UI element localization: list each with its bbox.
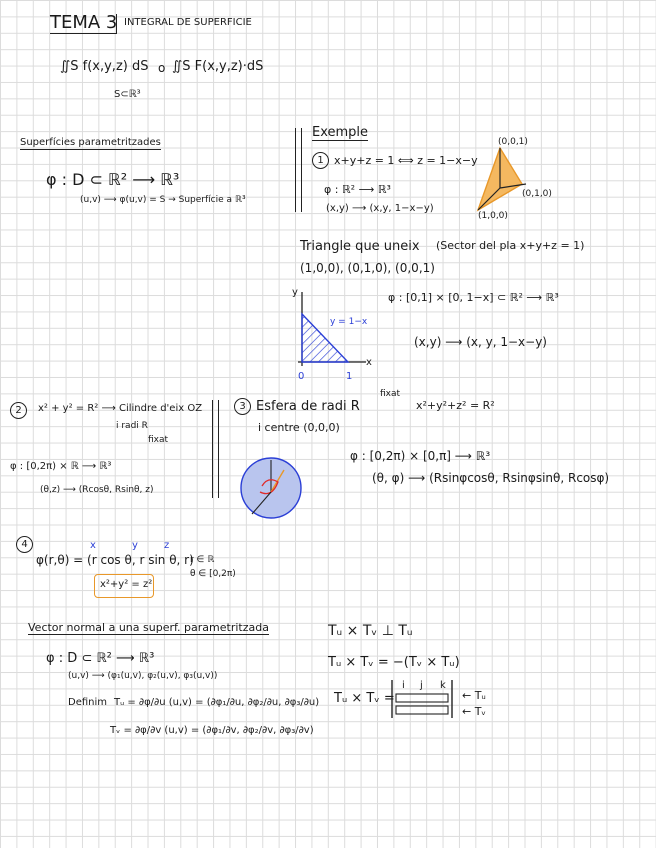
formula-scalar: ∬S f(x,y,z) dS — [60, 59, 149, 74]
sphere-figure — [238, 452, 308, 524]
divider-2a — [212, 400, 213, 498]
plot-line-label: y = 1−x — [330, 317, 368, 327]
cilindre-eq: x² + y² = R² ⟶ Cilindre d'eix OZ — [38, 403, 203, 414]
cilindre-fixat: fixat — [148, 435, 169, 445]
exemple-assign: (x,y) ⟶ (x,y, 1−x−y) — [326, 203, 434, 214]
item4-cond-r: r ∈ ℝ — [190, 555, 215, 565]
tri-point-right: (0,1,0) — [522, 189, 552, 199]
exemple-title: Exemple — [312, 125, 369, 140]
cilindre-assign: (θ,z) ⟶ (Rcosθ, Rsinθ, z) — [40, 485, 154, 495]
formula-or: o — [158, 61, 166, 75]
exemple-map: φ : ℝ² ⟶ ℝ³ — [324, 183, 391, 196]
tri-point-bottom: (1,0,0) — [478, 211, 508, 221]
cilindre-radi: i radi R — [116, 421, 148, 431]
divider-1b — [301, 128, 302, 212]
esfera-title: Esfera de radi R — [256, 399, 360, 414]
triangle-title: Triangle que uneix — [300, 239, 420, 254]
det-arrow-tv: ← Tᵥ — [462, 705, 487, 718]
esfera-centre: i centre (0,0,0) — [258, 421, 340, 434]
divider-2b — [218, 400, 219, 498]
item4-mark-z: z — [164, 540, 170, 551]
det-row-tu — [396, 694, 448, 702]
triangle-map: φ : [0,1] × [0, 1−x] ⊂ ℝ² ⟶ ℝ³ — [388, 291, 559, 304]
formula-subset: S⊂ℝ³ — [114, 89, 141, 100]
divider-1a — [295, 128, 296, 212]
normal-def-label: Definim — [68, 697, 108, 708]
esfera-assign: (θ, φ) ⟶ (Rsinφcosθ, Rsinφsinθ, Rcosφ) — [372, 471, 610, 485]
item4-cond-theta: θ ∈ [0,2π) — [190, 569, 236, 579]
item4-boxed-eq: x²+y² = z² — [100, 579, 153, 590]
page-title: INTEGRAL DE SUPERFICIE — [124, 17, 252, 28]
triangle-points: (1,0,0), (0,1,0), (0,0,1) — [300, 261, 435, 275]
esfera-fixat: fixat — [380, 389, 401, 399]
cross-det-lhs: Tᵤ × Tᵥ = — [334, 691, 395, 706]
det-i: i — [402, 680, 405, 691]
tri-point-top: (0,0,1) — [498, 137, 528, 147]
param-assign: (u,v) ⟶ φ(u,v) = S → Superfície a ℝ³ — [80, 195, 246, 205]
item4-mark-y: y — [132, 540, 138, 551]
item4-number: 4 — [16, 536, 33, 553]
exemple-number: 1 — [312, 152, 329, 169]
cilindre-number: 2 — [10, 402, 27, 419]
param-map: φ : D ⊂ ℝ² ⟶ ℝ³ — [46, 170, 180, 189]
esfera-eq: x²+y²+z² = R² — [416, 399, 495, 412]
esfera-map: φ : [0,2π) × [0,π] ⟶ ℝ³ — [350, 449, 491, 463]
normal-map: φ : D ⊂ ℝ² ⟶ ℝ³ — [46, 651, 155, 666]
cilindre-map: φ : [0,2π) × ℝ ⟶ ℝ³ — [10, 461, 112, 472]
plot-x-label: x — [366, 357, 372, 368]
plot-tick-0: 0 — [298, 371, 305, 382]
triangle-assign: (x,y) ⟶ (x, y, 1−x−y) — [414, 335, 547, 349]
tema-title: TEMA 3 — [50, 12, 118, 33]
tema-divider — [116, 14, 117, 34]
formula-vector: ∬S F(x,y,z)·dS — [172, 59, 264, 74]
normal-title: Vector normal a una superf. parametritzada — [28, 621, 269, 634]
item4-expr: φ(r,θ) = (r cos θ, r sin θ, r) — [36, 553, 194, 567]
cross-perp: Tᵤ × Tᵥ ⊥ Tᵤ — [328, 623, 413, 639]
det-j: j — [420, 680, 423, 691]
triangle-note: (Sector del pla x+y+z = 1) — [436, 239, 585, 252]
cross-anti: Tᵤ × Tᵥ = −(Tᵥ × Tᵤ) — [328, 655, 460, 670]
plot-y-label: y — [292, 287, 298, 298]
normal-tv: Tᵥ = ∂φ/∂v (u,v) = (∂φ₁/∂v, ∂φ₂/∂v, ∂φ₃/∂v) — [110, 725, 314, 736]
esfera-number: 3 — [234, 398, 251, 415]
normal-tu: Tᵤ = ∂φ/∂u (u,v) = (∂φ₁/∂u, ∂φ₂/∂u, ∂φ₃/∂u) — [114, 697, 320, 708]
det-arrow-tu: ← Tᵤ — [462, 689, 486, 702]
det-row-tv — [396, 706, 448, 714]
section-title-param: Superfícies parametritzades — [20, 137, 161, 148]
item4-mark-x: x — [90, 540, 96, 551]
exemple-eq: x+y+z = 1 ⟺ z = 1−x−y — [334, 154, 478, 167]
normal-assign: (u,v) ⟶ (φ₁(u,v), φ₂(u,v), φ₃(u,v)) — [68, 671, 218, 681]
plot-tick-1: 1 — [346, 371, 353, 382]
det-k: k — [440, 680, 446, 691]
cross-det-matrix — [390, 678, 460, 720]
